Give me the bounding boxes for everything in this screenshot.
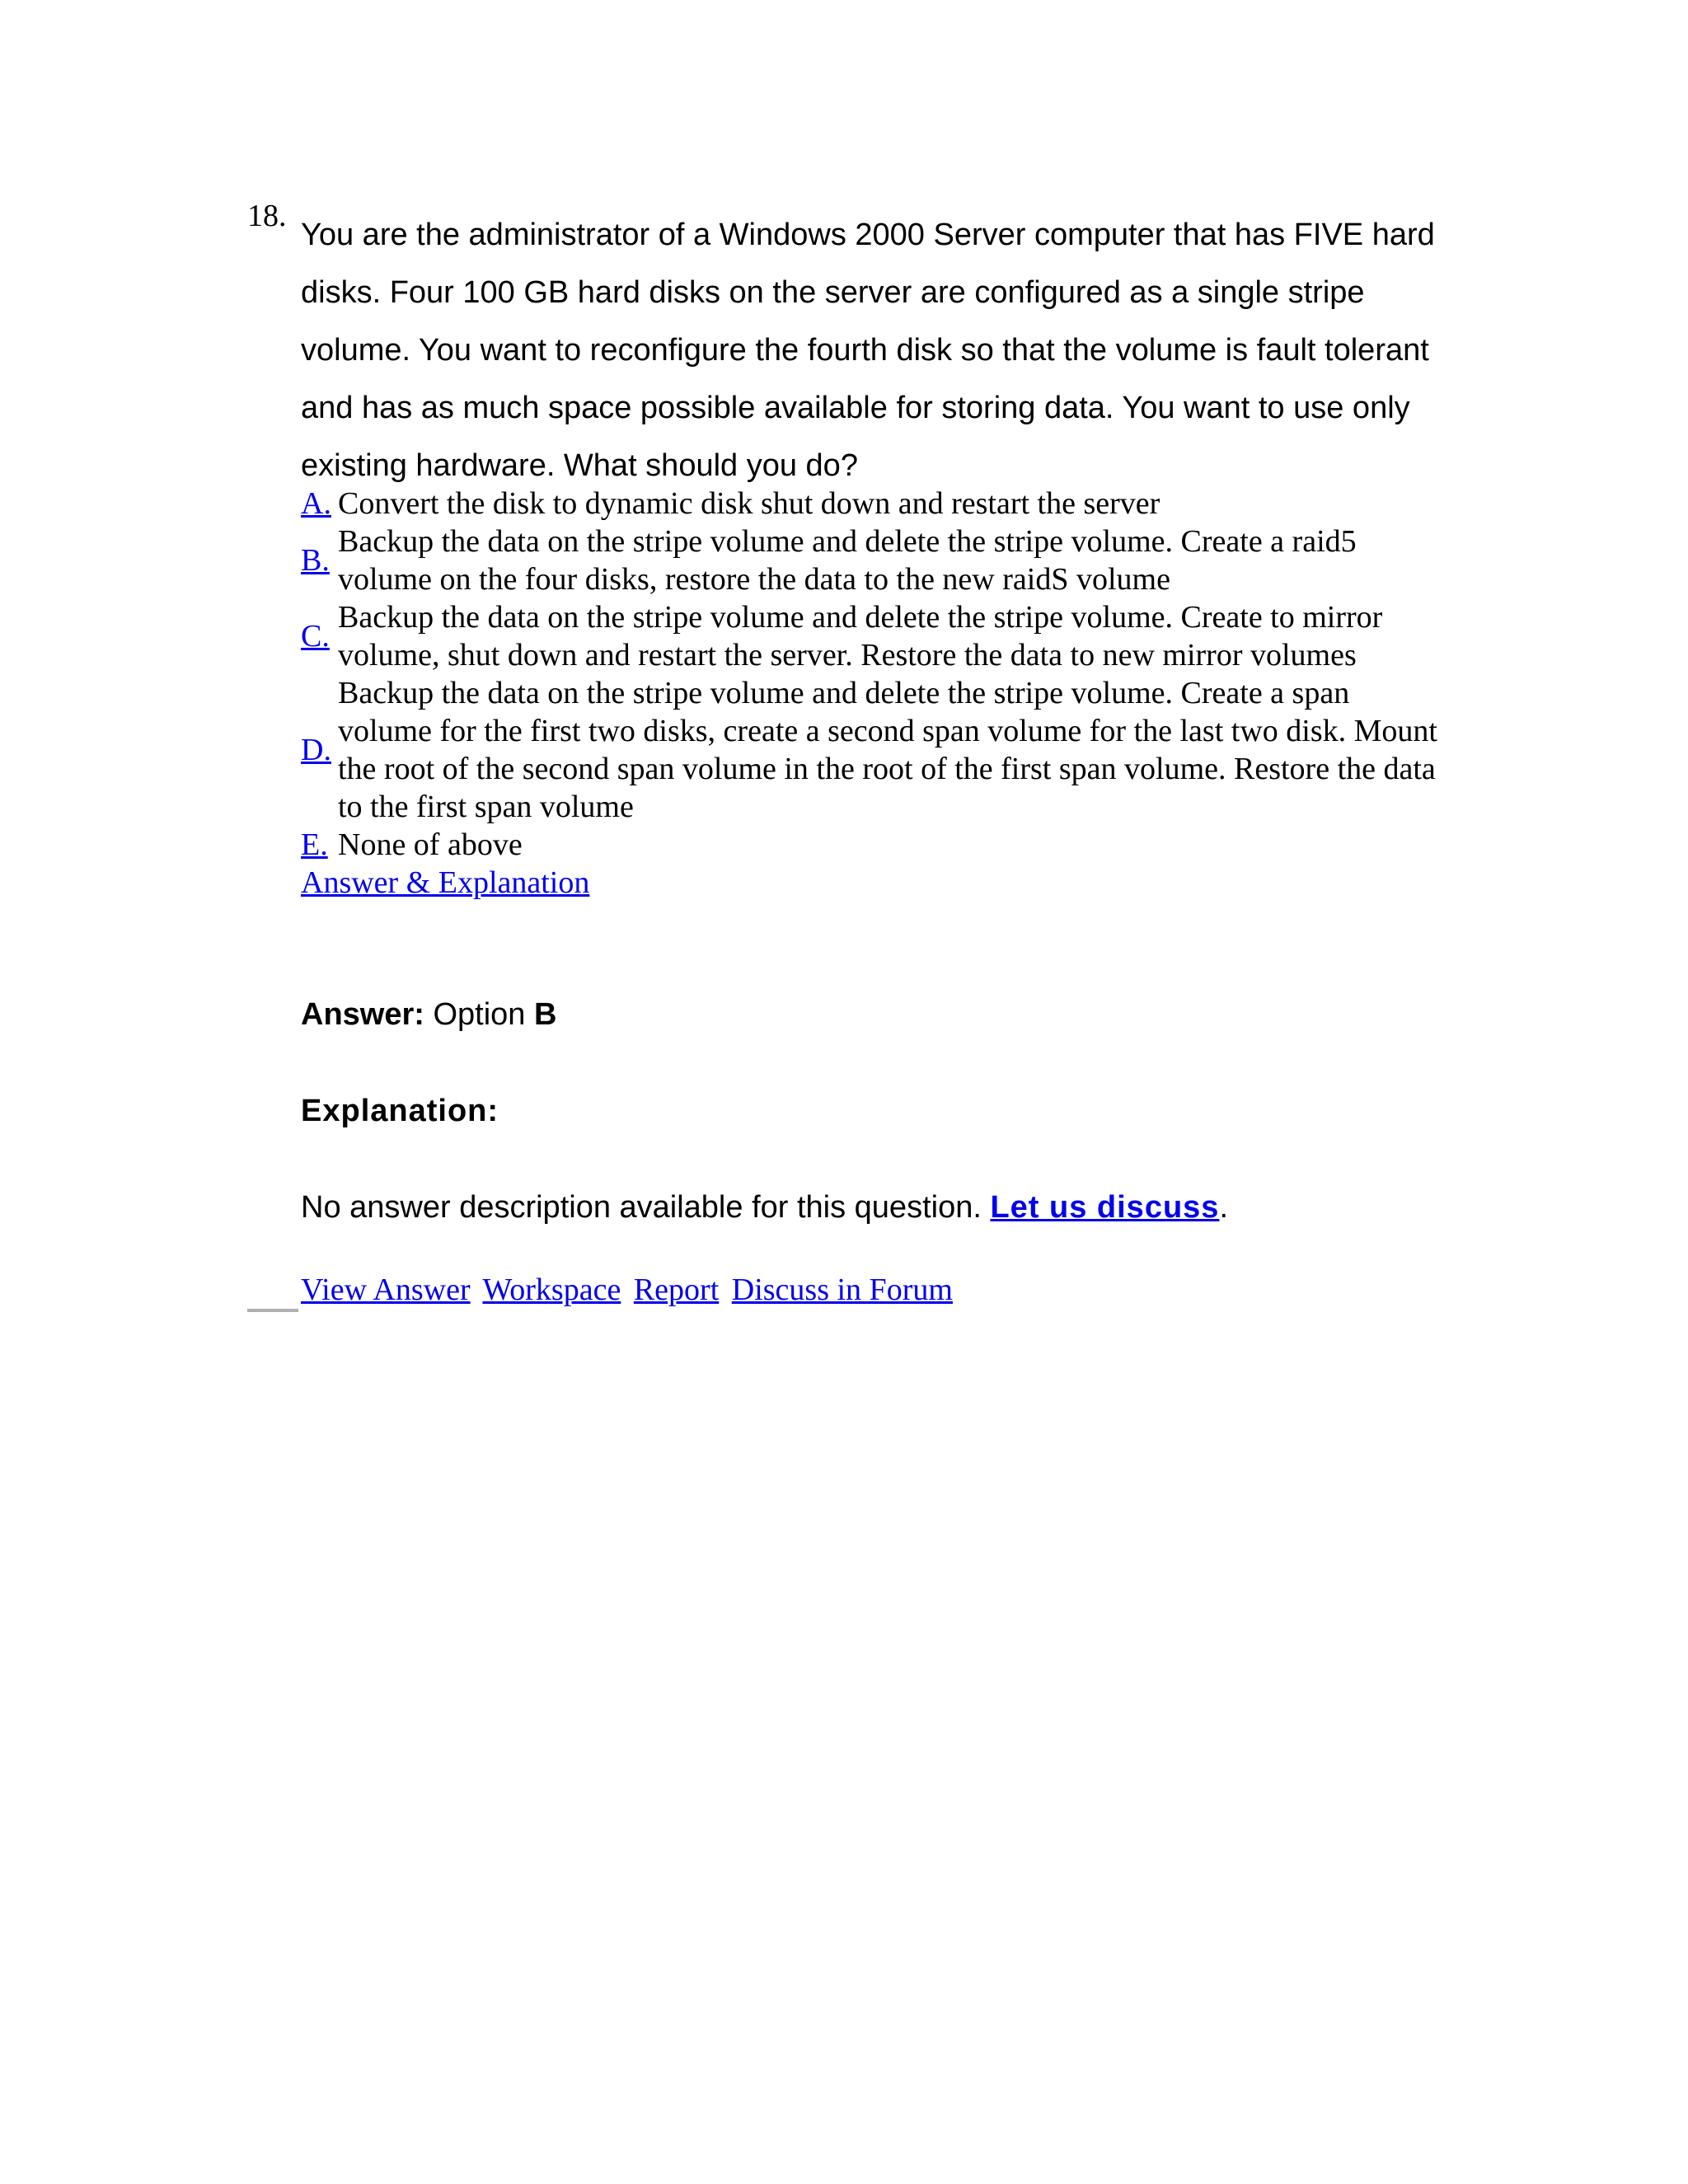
option-c-text: Backup the data on the stripe volume and delete the stripe volume. Create to mirror volume, shut down and restart the server. Restore the data to new mirror volumes bbox=[338, 600, 1383, 673]
option-a-text: Convert the disk to dynamic disk shut down and restart the server bbox=[338, 486, 1160, 521]
options-list bbox=[301, 485, 1438, 902]
question-text: You are the administrator of a Windows 2000 Server computer that has FIVE hard disks. Four 100 GB hard disks on the server are configured as a single stripe volume. You want to reconfigure the fourth disk so that the volume is fault tolerant and has as much space possible available for storing data. You want to use only existing hardware. What should you do? bbox=[301, 218, 1435, 483]
explanation-text: No answer description available for this question. bbox=[301, 1190, 982, 1225]
option-a bbox=[301, 485, 1438, 523]
option-d bbox=[301, 674, 1438, 826]
report-link[interactable]: Report bbox=[633, 1272, 720, 1307]
option-c bbox=[301, 598, 1438, 674]
footer-divider bbox=[247, 1309, 298, 1312]
answer-explanation-link[interactable]: Answer & Explanation bbox=[301, 865, 590, 900]
option-d-text: Backup the data on the stripe volume and delete the stripe volume. Create a span volume for the first two disks, create a second span volume for the last two disk. Mount the root of the second span volume in the root of the first span volume. Restore the data to the first span volume bbox=[338, 676, 1437, 824]
explanation-heading: Explanation: bbox=[301, 1094, 499, 1128]
option-b-text: Backup the data on the stripe volume and delete the stripe volume. Create a raid5 volume on the four disks, restore the data to the new raidS volume bbox=[338, 524, 1357, 597]
workspace-link[interactable]: Workspace bbox=[482, 1272, 621, 1307]
answer-prefix: Option bbox=[433, 997, 526, 1032]
question-number: 18. bbox=[247, 199, 287, 233]
option-e-link[interactable]: E. bbox=[301, 827, 328, 862]
explanation-body bbox=[301, 1190, 1228, 1226]
option-b bbox=[301, 523, 1438, 598]
option-b-link[interactable]: B. bbox=[301, 543, 330, 578]
option-c-link[interactable]: C. bbox=[301, 619, 330, 654]
option-e bbox=[301, 826, 1438, 864]
footer-links bbox=[301, 1272, 958, 1308]
view-answer-link[interactable]: View Answer bbox=[301, 1272, 471, 1307]
answer-line bbox=[301, 997, 556, 1033]
option-d-link[interactable]: D. bbox=[301, 733, 331, 767]
let-us-discuss-link[interactable]: Let us discuss bbox=[990, 1190, 1220, 1225]
explanation-suffix: . bbox=[1219, 1190, 1228, 1225]
option-a-link[interactable]: A. bbox=[301, 486, 331, 521]
option-e-text: None of above bbox=[338, 827, 523, 862]
discuss-forum-link[interactable]: Discuss in Forum bbox=[731, 1272, 953, 1307]
answer-option: B bbox=[534, 997, 557, 1032]
answer-label: Answer: bbox=[301, 997, 424, 1032]
